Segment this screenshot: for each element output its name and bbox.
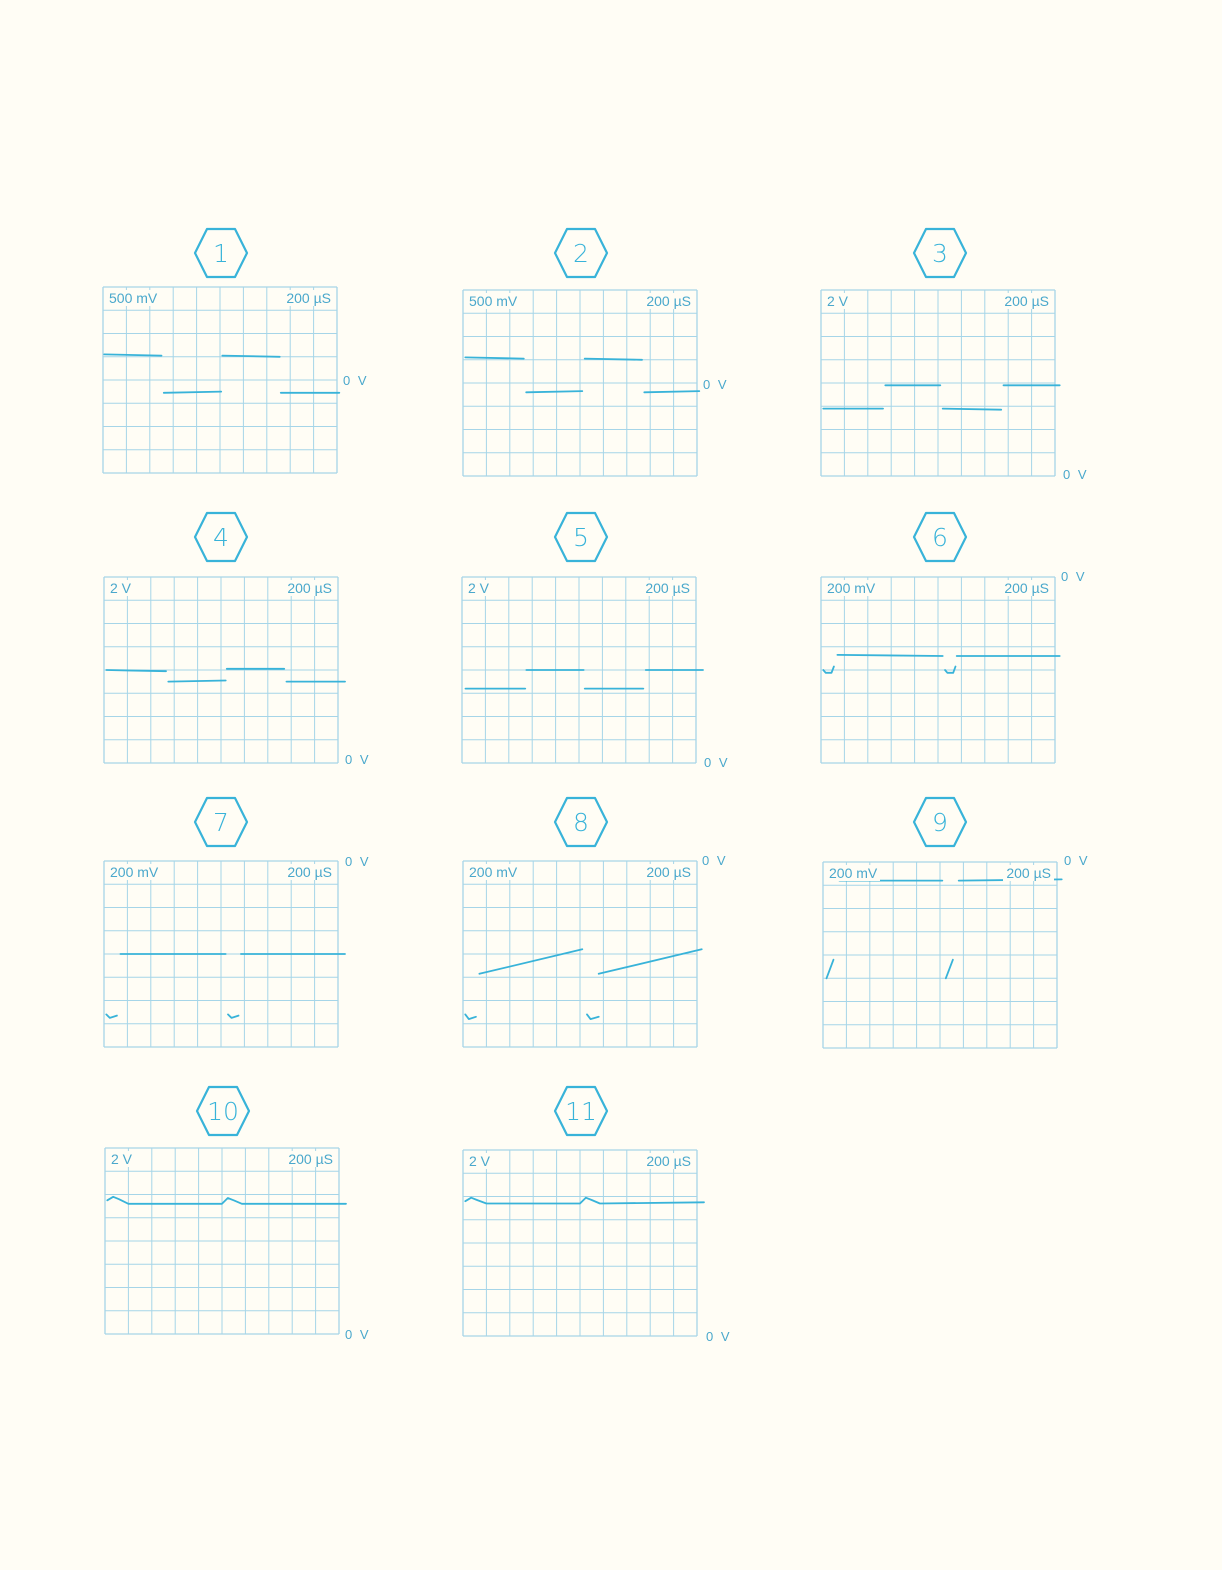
trace-segment-2 [837,655,942,656]
time-per-div-label: 200 µS [642,580,693,596]
trace-segment-3 [585,359,642,360]
scope-panel-10 [105,1148,339,1334]
panel-number-badge-11 [553,1085,609,1137]
panel-number: 1 [213,239,229,268]
panel-number-badge-8 [553,796,609,848]
trace-segment-1 [479,949,582,974]
scope-grid-4 [104,577,338,763]
trace-segment-3 [222,356,279,357]
panel-number: 3 [932,239,948,268]
time-per-div-label: 200 µS [285,1151,336,1167]
time-per-div-label: 200 µS [643,864,694,880]
volts-per-div-label: 200 mV [826,865,880,881]
scope-panel-1 [103,287,337,473]
zero-volt-label: 0 V [706,1329,732,1344]
panel-number-badge-9 [912,796,968,848]
scope-panel-4 [104,577,338,763]
scope-grid-9 [823,862,1057,1048]
scope-panel-3 [821,290,1055,476]
scope-grid-6 [821,577,1055,763]
trace-segment-2 [526,391,582,392]
time-per-div-label: 200 µS [643,293,694,309]
trace-segment-2 [168,681,225,682]
time-per-div-label: 200 µS [284,864,335,880]
panel-number-badge-6 [912,511,968,563]
trace-segment-1 [465,1198,704,1204]
panel-number: 10 [207,1097,239,1126]
volts-per-div-label: 2 V [824,293,851,309]
time-per-div-label: 200 µS [283,290,334,306]
volts-per-div-label: 2 V [107,580,134,596]
panel-number-badge-4 [193,511,249,563]
volts-per-div-label: 200 mV [466,864,520,880]
time-per-div-label: 200 µS [284,580,335,596]
trace-segment-3 [827,960,834,979]
scope-grid-5 [462,577,696,763]
panel-number-badge-1 [193,227,249,279]
scope-panel-2 [463,290,697,476]
panel-number: 7 [213,808,229,837]
trace-segment-2 [164,392,221,393]
panel-number-badge-5 [553,511,609,563]
trace-segment-3 [465,1014,476,1019]
trace-segment-1 [106,670,166,671]
trace-segment-1 [465,357,524,358]
zero-volt-label: 0 V [704,755,730,770]
scope-panel-5 [462,577,696,763]
panel-number: 8 [573,808,589,837]
panel-number: 11 [565,1097,597,1126]
volts-per-div-label: 500 mV [466,293,520,309]
scope-grid-8 [463,861,697,1047]
time-per-div-label: 200 µS [1001,580,1052,596]
trace-segment-1 [104,354,161,355]
scope-grid-11 [463,1150,697,1336]
volts-per-div-label: 200 mV [824,580,878,596]
time-per-div-label: 200 µS [1003,865,1054,881]
panel-number: 2 [573,239,589,268]
zero-volt-label: 0 V [343,373,369,388]
scope-grid-2 [463,290,697,476]
scope-grid-10 [105,1148,339,1334]
panel-number-badge-3 [912,227,968,279]
panel-number: 5 [573,523,589,552]
panel-number-badge-7 [193,796,249,848]
trace-segment-4 [946,960,953,979]
zero-volt-label: 0 V [345,752,371,767]
zero-volt-label: 0 V [1061,569,1087,584]
volts-per-div-label: 2 V [465,580,492,596]
scope-grid-3 [821,290,1055,476]
volts-per-div-label: 2 V [466,1153,493,1169]
scope-panel-8 [463,861,697,1047]
scope-grid-7 [104,861,338,1047]
volts-per-div-label: 2 V [108,1151,135,1167]
scope-panel-7 [104,861,338,1047]
scope-panel-6 [821,577,1055,763]
zero-volt-label: 0 V [1064,853,1090,868]
trace-segment-3 [943,409,1002,410]
trace-segment-4 [228,1014,239,1018]
zero-volt-label: 0 V [1063,467,1089,482]
zero-volt-label: 0 V [345,854,371,869]
scope-grid-1 [103,287,337,473]
trace-segment-4 [587,1014,599,1019]
panel-number: 9 [932,808,948,837]
volts-per-div-label: 500 mV [106,290,160,306]
scope-panel-9 [823,862,1057,1048]
trace-segment-3 [106,1014,117,1018]
time-per-div-label: 200 µS [643,1153,694,1169]
zero-volt-label: 0 V [345,1327,371,1342]
panel-number-badge-10 [195,1085,251,1137]
zero-volt-label: 0 V [703,377,729,392]
trace-segment-4 [644,391,699,392]
panel-number: 4 [213,523,229,552]
scope-panel-11 [463,1150,697,1336]
volts-per-div-label: 200 mV [107,864,161,880]
time-per-div-label: 200 µS [1001,293,1052,309]
panel-number: 6 [932,523,948,552]
panel-number-badge-2 [553,227,609,279]
trace-segment-1 [107,1197,346,1204]
zero-volt-label: 0 V [702,853,728,868]
